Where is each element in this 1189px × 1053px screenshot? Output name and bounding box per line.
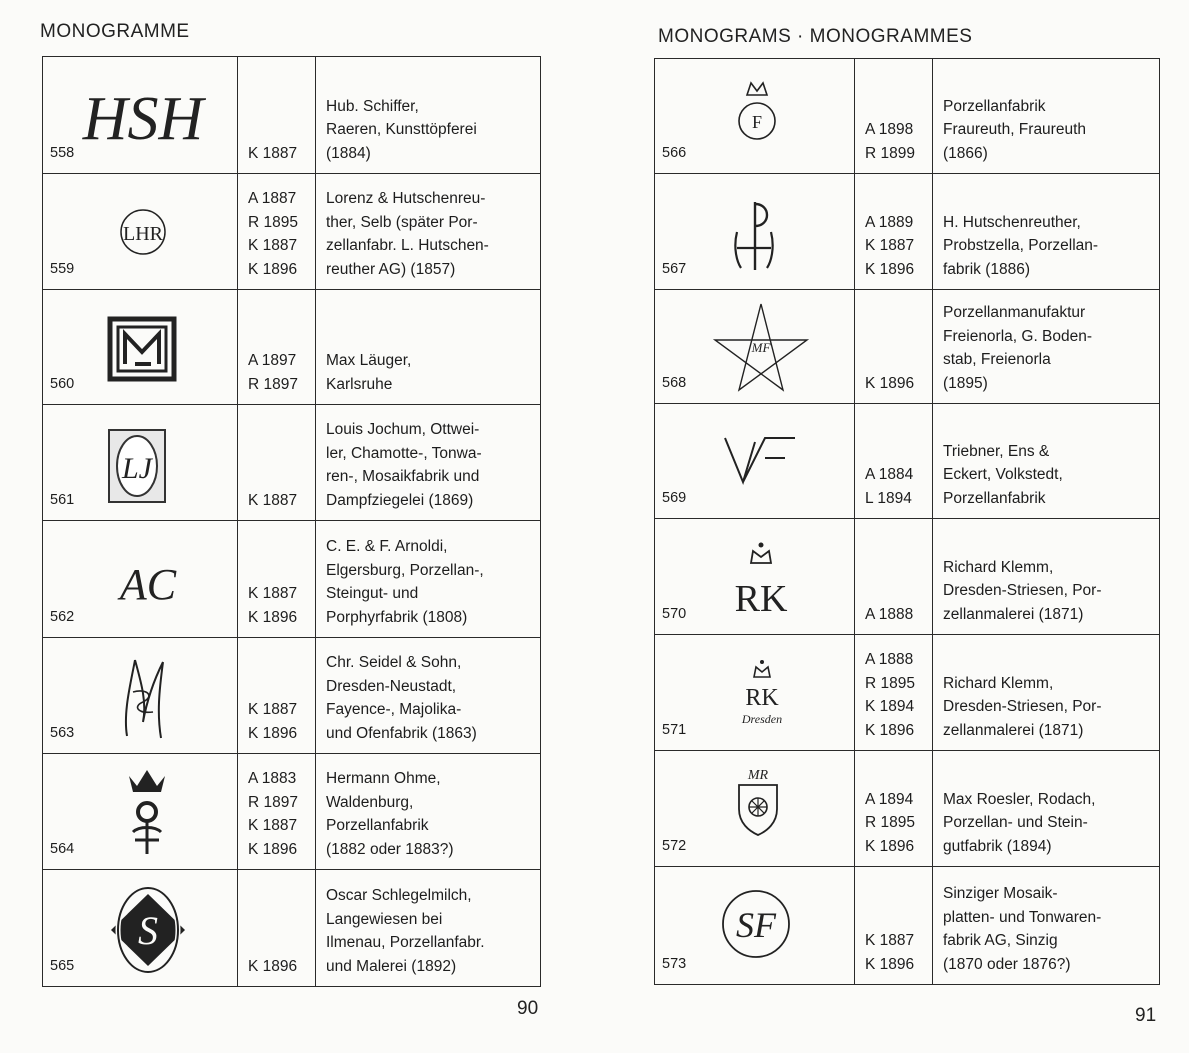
ac-script-monogram-icon (98, 559, 198, 609)
entry-number: 567 (662, 260, 687, 277)
entry-number: 560 (50, 375, 75, 392)
mark-cell (655, 290, 855, 404)
svg-text:LHR: LHR (123, 223, 163, 245)
registration-codes: K 1896 (855, 290, 933, 404)
crown-f-circle-monogram-icon (733, 79, 781, 145)
mark-cell (655, 519, 855, 635)
mark-cell (43, 174, 238, 290)
entry-number: 573 (662, 955, 687, 972)
registration-codes: K 1887 K 1896 (855, 867, 933, 985)
svg-text:HSH: HSH (82, 85, 204, 153)
entry-number: 571 (662, 721, 687, 738)
mark-cell (43, 754, 238, 870)
registration-codes: A 1897 R 1897 (238, 290, 316, 405)
mark-cell (43, 57, 238, 174)
manufacturer-description: Porzellanmanufaktur Freienorla, G. Boden- stab, Freienorla (1895) (933, 290, 1160, 404)
hsh-monogram-icon (82, 77, 204, 153)
registration-codes: K 1896 (238, 870, 316, 987)
registration-codes: A 1884 L 1894 (855, 404, 933, 519)
svg-text:RK: RK (745, 685, 779, 711)
crown-ho-monogram-icon (125, 766, 169, 858)
registration-codes: K 1887 K 1896 (238, 521, 316, 638)
manufacturer-description: Oscar Schlegelmilch, Langewiesen bei Ilmenau, Porzellanfabr. und Malerei (1892) (316, 870, 541, 987)
entry-number: 565 (50, 957, 75, 974)
monogram-table-left (42, 56, 541, 987)
manufacturer-description: Porzellanfabrik Fraureuth, Fraureuth (1866) (933, 59, 1160, 174)
entry-number: 561 (50, 491, 75, 508)
svg-text:RK: RK (734, 578, 788, 620)
svg-text:S: S (138, 908, 158, 953)
registration-codes: A 1888 (855, 519, 933, 635)
entry-number: 563 (50, 724, 75, 741)
hp-script-monogram-icon (727, 196, 783, 274)
entry-number: 566 (662, 144, 687, 161)
registration-codes: A 1898 R 1899 (855, 59, 933, 174)
svg-text:AC: AC (119, 560, 177, 609)
entry-number: 569 (662, 489, 687, 506)
entry-number: 572 (662, 837, 687, 854)
table-row (655, 751, 1160, 867)
registration-codes: A 1887 R 1895 K 1887 K 1896 (238, 174, 316, 290)
vf-monogram-icon (721, 432, 801, 488)
mark-letter: F (751, 112, 763, 132)
mark-cell (655, 635, 855, 751)
manufacturer-description: C. E. & F. Arnoldi, Elgersburg, Porzellan-, Steingut- und Porphyrfabrik (1808) (316, 521, 541, 638)
table-row (43, 57, 541, 174)
table-row (43, 174, 541, 290)
mark-letter: MF (751, 340, 771, 355)
table-row (43, 405, 541, 521)
registration-codes: A 1894 R 1895 K 1896 (855, 751, 933, 867)
table-row (43, 870, 541, 987)
crown-rk-dresden-monogram-icon (727, 657, 797, 729)
manufacturer-description: Hub. Schiffer, Raeren, Kunsttöpferei (1884) (316, 57, 541, 174)
page-number-left: 90 (517, 998, 539, 1019)
os-diamond-monogram-icon (103, 878, 193, 978)
manufacturer-description: Sinziger Mosaik- platten- und Tonwaren- fabrik AG, Sinzig (1870 oder 1876?) (933, 867, 1160, 985)
entry-number: 570 (662, 605, 687, 622)
table-row (655, 867, 1160, 985)
svg-text:SF: SF (736, 905, 776, 945)
manufacturer-description: Hermann Ohme, Waldenburg, Porzellanfabrik (1882 oder 1883?) (316, 754, 541, 870)
manufacturer-description: Louis Jochum, Ottwei- ler, Chamotte-, Tonwa- ren-, Mosaikfabrik und Dampfziegelei (1869) (316, 405, 541, 521)
entry-number: 564 (50, 840, 75, 857)
page-number-right: 91 (1135, 1005, 1157, 1026)
table-row (43, 638, 541, 754)
registration-codes: K 1887 (238, 405, 316, 521)
table-row (43, 521, 541, 638)
star-mf-monogram-icon (711, 300, 811, 396)
mark-cell (43, 405, 238, 521)
lhr-circle-monogram-icon (115, 204, 171, 260)
mark-cell (655, 59, 855, 174)
registration-codes: K 1887 (238, 57, 316, 174)
mark-cell (43, 521, 238, 638)
manufacturer-description: Richard Klemm, Dresden-Striesen, Por- zellanmalerei (1871) (933, 635, 1160, 751)
table-row (655, 174, 1160, 290)
registration-codes: K 1887 K 1896 (238, 638, 316, 754)
registration-codes: A 1888 R 1895 K 1894 K 1896 (855, 635, 933, 751)
manufacturer-description: Max Läuger, Karlsruhe (316, 290, 541, 405)
table-row (655, 404, 1160, 519)
monogram-table-right (654, 58, 1160, 985)
table-row (655, 290, 1160, 404)
mark-cell (655, 174, 855, 290)
table-row (655, 59, 1160, 174)
crown-rk-monogram-icon (734, 539, 788, 620)
mark-cell (43, 638, 238, 754)
mark-cell (43, 870, 238, 987)
lj-oval-monogram-icon (107, 428, 167, 504)
table-row (655, 635, 1160, 751)
manufacturer-description: H. Hutschenreuther, Probstzella, Porzellan- fabrik (1886) (933, 174, 1160, 290)
manufacturer-description: Max Roesler, Rodach, Porzellan- und Stein- gutfabrik (1894) (933, 751, 1160, 867)
table-row (655, 519, 1160, 635)
svg-text:MR: MR (747, 768, 769, 783)
entry-number: 562 (50, 608, 75, 625)
ml-square-monogram-icon (107, 316, 177, 382)
mark-cell (655, 751, 855, 867)
table-row (43, 754, 541, 870)
entry-number: 558 (50, 144, 75, 161)
entry-number: 568 (662, 374, 687, 391)
manufacturer-description: Chr. Seidel & Sohn, Dresden-Neustadt, Fayence-, Majolika- und Ofenfabrik (1863) (316, 638, 541, 754)
mark-cell (655, 867, 855, 985)
entry-number: 559 (50, 260, 75, 277)
sf-circle-monogram-icon (719, 887, 793, 961)
mark-caption: Dresden (741, 712, 783, 726)
table-row (43, 290, 541, 405)
mr-shield-monogram-icon (733, 765, 783, 837)
registration-codes: A 1883 R 1897 K 1887 K 1896 (238, 754, 316, 870)
manufacturer-description: Triebner, Ens & Eckert, Volkstedt, Porzellanfabrik (933, 404, 1160, 519)
svg-text:LJ: LJ (122, 452, 152, 485)
cs-script-monogram-icon (113, 652, 173, 744)
mark-cell (655, 404, 855, 519)
manufacturer-description: Richard Klemm, Dresden-Striesen, Por- zellanmalerei (1871) (933, 519, 1160, 635)
registration-codes: A 1889 K 1887 K 1896 (855, 174, 933, 290)
mark-cell (43, 290, 238, 405)
page-title-left: MONOGRAMME (40, 21, 190, 42)
manufacturer-description: Lorenz & Hutschenreu- ther, Selb (später Por- zellanfabr. L. Hutschen- reuther AG) (1857) (316, 174, 541, 290)
page-title-right: MONOGRAMS · MONOGRAMMES (658, 26, 973, 47)
